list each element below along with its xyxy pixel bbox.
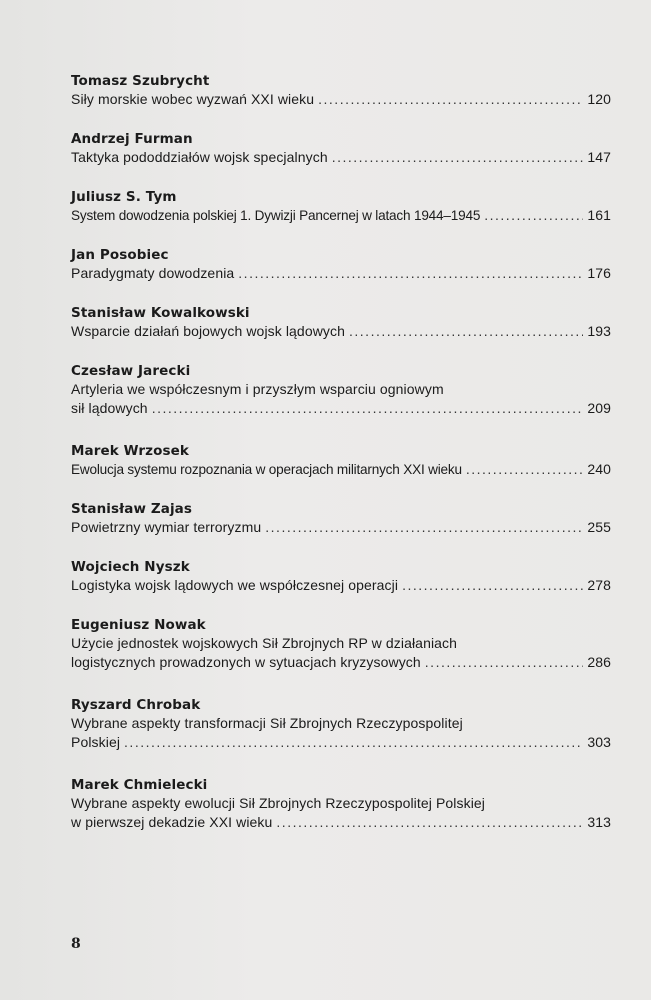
entry-page-number: 161 bbox=[587, 207, 611, 223]
entry-author: Andrzej Furman bbox=[71, 131, 193, 147]
entry-author: Jan Posobiec bbox=[71, 247, 169, 263]
dot-leader bbox=[332, 148, 584, 167]
table-of-contents bbox=[71, 73, 611, 857]
toc-entry bbox=[71, 777, 611, 857]
toc-entry bbox=[71, 443, 611, 501]
entry-title: Paradygmaty dowodzenia bbox=[71, 265, 235, 281]
entry-title-line bbox=[71, 653, 611, 672]
dot-leader bbox=[152, 399, 584, 418]
entry-author: Tomasz Szubrycht bbox=[71, 73, 210, 89]
entry-author: Eugeniusz Nowak bbox=[71, 617, 206, 633]
entry-title: Wsparcie działań bojowych wojsk lądowych bbox=[71, 323, 346, 339]
entry-author: Juliusz S. Tym bbox=[71, 189, 177, 205]
dot-leader bbox=[238, 264, 583, 283]
entry-page-number: 278 bbox=[587, 577, 611, 593]
entry-page-number: 147 bbox=[587, 149, 611, 165]
dot-leader bbox=[349, 322, 583, 341]
entry-title-line bbox=[71, 264, 611, 283]
entry-title-line bbox=[71, 460, 611, 479]
entry-title-line bbox=[71, 576, 611, 595]
entry-title-line bbox=[71, 813, 611, 832]
dot-leader bbox=[124, 733, 583, 752]
entry-title-line: Artyleria we współczesnym i przyszłym wsparciu ogniowym bbox=[71, 381, 444, 397]
entry-title-line: Wybrane aspekty transformacji Sił Zbrojnych Rzeczypospolitej bbox=[71, 715, 463, 731]
entry-page-number: 240 bbox=[587, 461, 611, 477]
entry-author: Wojciech Nyszk bbox=[71, 559, 190, 575]
dot-leader bbox=[425, 653, 584, 672]
page-number: 8 bbox=[71, 936, 81, 952]
entry-author: Marek Chmielecki bbox=[71, 777, 208, 793]
dot-leader bbox=[484, 206, 583, 225]
dot-leader bbox=[276, 813, 583, 832]
entry-title: Ewolucja systemu rozpoznania w operacjach militarnych XXI wieku bbox=[71, 462, 462, 477]
toc-entry bbox=[71, 73, 611, 131]
entry-author: Marek Wrzosek bbox=[71, 443, 189, 459]
toc-entry bbox=[71, 559, 611, 617]
entry-title-line bbox=[71, 90, 611, 109]
toc-entry bbox=[71, 363, 611, 443]
dot-leader bbox=[466, 460, 583, 479]
toc-entry bbox=[71, 617, 611, 697]
entry-page-number: 255 bbox=[587, 519, 611, 535]
entry-page-number: 313 bbox=[587, 814, 611, 830]
toc-entry bbox=[71, 697, 611, 777]
entry-title: Powietrzny wymiar terroryzmu bbox=[71, 519, 262, 535]
entry-title: Siły morskie wobec wyzwań XXI wieku bbox=[71, 91, 315, 107]
entry-title: Taktyka pododdziałów wojsk specjalnych bbox=[71, 149, 328, 165]
dot-leader bbox=[265, 518, 583, 537]
entry-title-line bbox=[71, 148, 611, 167]
entry-title: w pierwszej dekadzie XXI wieku bbox=[71, 814, 273, 830]
entry-title: System dowodzenia polskiej 1. Dywizji Pancernej w latach 1944–1945 bbox=[71, 208, 481, 223]
entry-title: logistycznych prowadzonych w sytuacjach kryzysowych bbox=[71, 654, 421, 670]
entry-author: Ryszard Chrobak bbox=[71, 697, 201, 713]
toc-entry bbox=[71, 189, 611, 247]
entry-title-line bbox=[71, 733, 611, 752]
dot-leader bbox=[318, 90, 583, 109]
entry-author: Czesław Jarecki bbox=[71, 363, 191, 379]
entry-page-number: 120 bbox=[587, 91, 611, 107]
entry-page-number: 286 bbox=[587, 654, 611, 670]
entry-author: Stanisław Zajas bbox=[71, 501, 193, 517]
entry-page-number: 176 bbox=[587, 265, 611, 281]
toc-entry bbox=[71, 247, 611, 305]
entry-title-line: Użycie jednostek wojskowych Sił Zbrojnych RP w działaniach bbox=[71, 635, 458, 651]
entry-title-line bbox=[71, 206, 611, 225]
toc-entry bbox=[71, 131, 611, 189]
entry-page-number: 303 bbox=[587, 734, 611, 750]
entry-title: Polskiej bbox=[71, 734, 121, 750]
toc-entry bbox=[71, 501, 611, 559]
entry-title: sił lądowych bbox=[71, 400, 148, 416]
entry-page-number: 209 bbox=[587, 400, 611, 416]
entry-author: Stanisław Kowalkowski bbox=[71, 305, 250, 321]
toc-entry bbox=[71, 305, 611, 363]
entry-title: Logistyka wojsk lądowych we współczesnej operacji bbox=[71, 577, 399, 593]
entry-title-line bbox=[71, 518, 611, 537]
entry-page-number: 193 bbox=[587, 323, 611, 339]
entry-title-line: Wybrane aspekty ewolucji Sił Zbrojnych Rzeczypospolitej Polskiej bbox=[71, 795, 485, 811]
entry-title-line bbox=[71, 322, 611, 341]
entry-title-line bbox=[71, 399, 611, 418]
dot-leader bbox=[402, 576, 583, 595]
